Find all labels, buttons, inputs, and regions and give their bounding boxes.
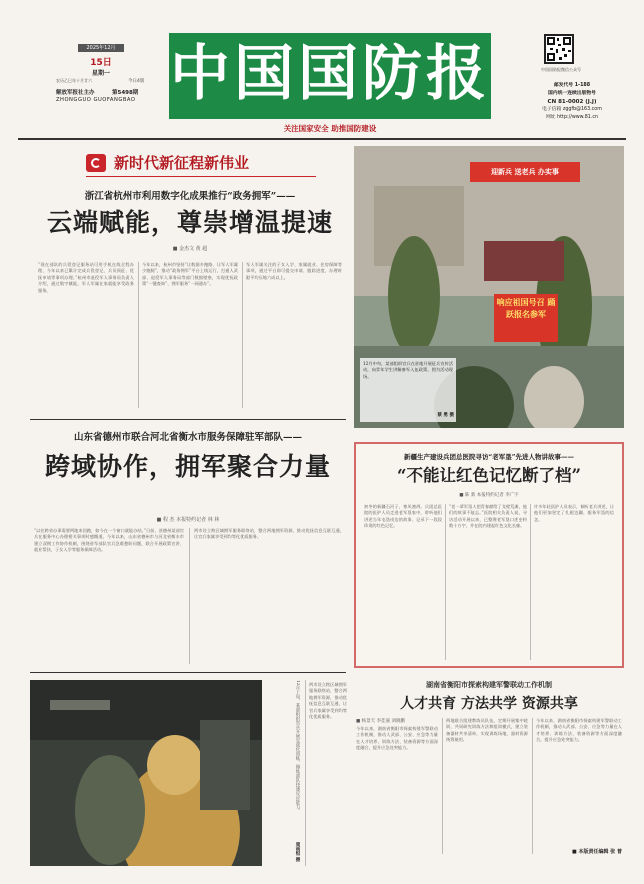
section-logo-icon (86, 154, 106, 172)
pinyin-title: ZHONGGUO GUOFANGBAO (56, 97, 136, 103)
story2-byline: ■ 程 杰 本报特约记者 林 林 (156, 517, 220, 523)
story4-col1: 今年以来，湖南省衡阳市探索构建军警联动工作机制，推动人武部、公安、应急等力量在人才培养、训练方法、装备资源等方面深度融合，提升应急处突能力。 (356, 726, 438, 751)
website-label: 网址 (546, 115, 556, 120)
weekday: 星期一 (91, 70, 110, 77)
story2-body (34, 528, 346, 668)
story3-headline: “不能让红色记忆断了档” (397, 466, 581, 485)
page-count: 今日4版 (128, 79, 145, 84)
masthead-divider (18, 138, 626, 140)
qr-code-icon (544, 34, 574, 64)
qr-caption: 中国国防报微信公众号 (541, 67, 581, 72)
publisher: 解放军报社主办 (56, 90, 95, 96)
issue-number: 第5498期 (112, 90, 139, 96)
story3-col1: 初冬的新疆石河子，寒风凛冽。兵团总医院的医护人员走进老军垦家中，聆听他们讲述当年屯垦戍边的故事，记录下一段段珍贵的红色记忆。 (364, 504, 442, 529)
post-code: 邮发代号 1-188 (553, 83, 591, 88)
cn-code: CN 81-0002 (J.J) (547, 99, 597, 105)
story1-byline: ■ 金杰文 黄 超 (172, 246, 208, 252)
qr-code (544, 34, 574, 64)
story2-kicker: 山东省德州市联合河北省衡水市服务保障驻军部队—— (73, 432, 302, 443)
cn-code-label: 国内统一连续出版物号 (548, 91, 596, 96)
story1-body (38, 262, 344, 410)
lunar-date: 农历乙巳年十月廿六 (56, 78, 92, 83)
section-underline (86, 176, 316, 177)
top-photo-caption: 12月中旬，某部组织官兵在驻地开展征兵宣传活动，向青年学生讲解参军入伍政策。图为活动现场。 (363, 361, 453, 379)
masthead-title: 中国国防报 (170, 39, 490, 109)
section-banner (86, 152, 316, 174)
bottom-left-column: 两市设立跨区域拥军服务联络站，整合两地拥军资源，推动优抚信息互联互通，让官兵家属享受到均等化优质服务。 (309, 682, 347, 720)
bottom-photo-caption: 12月上旬，某部组织官兵开展实战化训练，锤炼部队快速反应能力。 (295, 680, 300, 814)
publication-codes (520, 82, 624, 122)
masthead-logo (169, 33, 491, 119)
story1-kicker: 浙江省杭州市利用数字化成果推行“政务拥军”—— (84, 191, 296, 202)
story3-kicker: 新疆生产建设兵团总医院寻访“老军垦”先进人物讲故事—— (404, 453, 574, 461)
story2-headline: 跨域协作，拥军聚合力量 (44, 452, 331, 481)
bottom-photo-credit: 周雨恒 摄 (295, 842, 300, 862)
story1-col1: “现在部队的兵役登记服务站可用手机在线全程办理，今年以来已累计完成兵役登记、兵员预征、优抚申请等事项办理。”杭州市退役军人事务局负责人介绍，通过数字赋能，军人军属在家就能享受政务服务。 (38, 262, 134, 293)
training-scene-illustration (30, 680, 262, 866)
top-photo (354, 146, 624, 428)
story1-divider (30, 419, 346, 420)
slogan: 关注国家安全 助推国防建设 (283, 124, 377, 133)
story4-byline: ■ 杨景天 李佳嘉 刘晓鹏 (356, 719, 406, 724)
website: http://www.81.cn (557, 115, 598, 120)
email: zggfb@163.com (562, 107, 602, 112)
date-box (56, 44, 156, 122)
story4-col2: 两地联合组建教练员队伍，定期开展集中轮训，共同研究训练方法和组训模式，建立装备器材共享清单，实现训练场地、器材资源统筹使用。 (446, 718, 528, 743)
editor-credit: ■ 本版责任编辑 张 普 (572, 849, 622, 855)
banner-sign: 迎新兵 送老兵 办实事 (470, 162, 580, 182)
story1-headline: 云端赋能，尊崇增温提速 (46, 208, 333, 237)
story4-col3: 今年以来，湖南省衡阳市探索构建军警联动工作机制，推动人武部、公安、应急等力量在人才培养、训练方法、装备资源等方面深度融合，提升应急处突能力。 (536, 718, 622, 743)
recruit-poster: 响应祖国号召 踊跃报名参军 (494, 294, 558, 342)
story1-col3: 军人军属关注的子女入学、家属就业、住房保障等事项，通过平台即可提交申请、跟踪进度，办理时限平均压缩六成以上。 (246, 262, 342, 280)
story2-divider (30, 672, 346, 673)
masthead (20, 20, 624, 138)
bottom-photo (30, 680, 262, 866)
top-photo-credit: 蔡 勇 摄 (437, 413, 454, 418)
story4-headline: 人才共育 方法共学 资源共享 (400, 696, 578, 712)
day: 15日 (90, 58, 112, 68)
date-line: 2025年12月 (78, 44, 124, 52)
story4-box (354, 676, 624, 866)
story3-byline: ■ 陈 新 本报特约记者 李广宇 (459, 493, 519, 498)
email-label: 电子信箱 (542, 107, 562, 112)
story3-box (354, 442, 624, 668)
story4-kicker: 湖南省衡阳市探索构建军警联动工作机制 (426, 680, 552, 689)
story3-col3: 许多年轻医护人员表示，倾听老兵讲述，让他们更加坚定了扎根边疆、服务军垦的信念。 (534, 504, 614, 522)
top-photo-caption-box (360, 358, 456, 422)
story3-col2: “老一辈军垦人把青春献给了戈壁荒滩，他们的故事不能忘。”医院相关负责人说，寻访活动开展以来，已整理老军垦口述史料数十万字，并在院内建起红色文化长廊。 (449, 504, 527, 529)
bottom-photo-caption-box (266, 680, 302, 866)
section-title: 新时代新征程新伟业 (114, 154, 250, 172)
story2-col2: 两市设立跨区域拥军服务联络站，整合两地拥军资源，推动优抚信息互联互通，让官兵家属享受到均等化优质服务。 (194, 528, 344, 540)
story1-col2: 今年以来，杭州市坚持“让数据多跑路、让军人军属少跑腿”，推动“政务拥军”平台上线运行，打通人武部、退役军人事务局等部门数据壁垒，实现优抚政策“一键查询”、拥军服务“一网通办”。 (142, 262, 238, 287)
story2-col1: “以往跨省办事需要两地来回跑，如今在一个窗口就能办结。”日前，驻德州某部官兵在服务中心办理相关事项时感慨道。今年以来，山东省德州市与河北省衡水市建立双拥工作协作机制，围绕驻军部队官兵急难愁盼问题，联合开展政策宣讲、就业帮扶、子女入学等服务保障活动。 (34, 528, 184, 553)
